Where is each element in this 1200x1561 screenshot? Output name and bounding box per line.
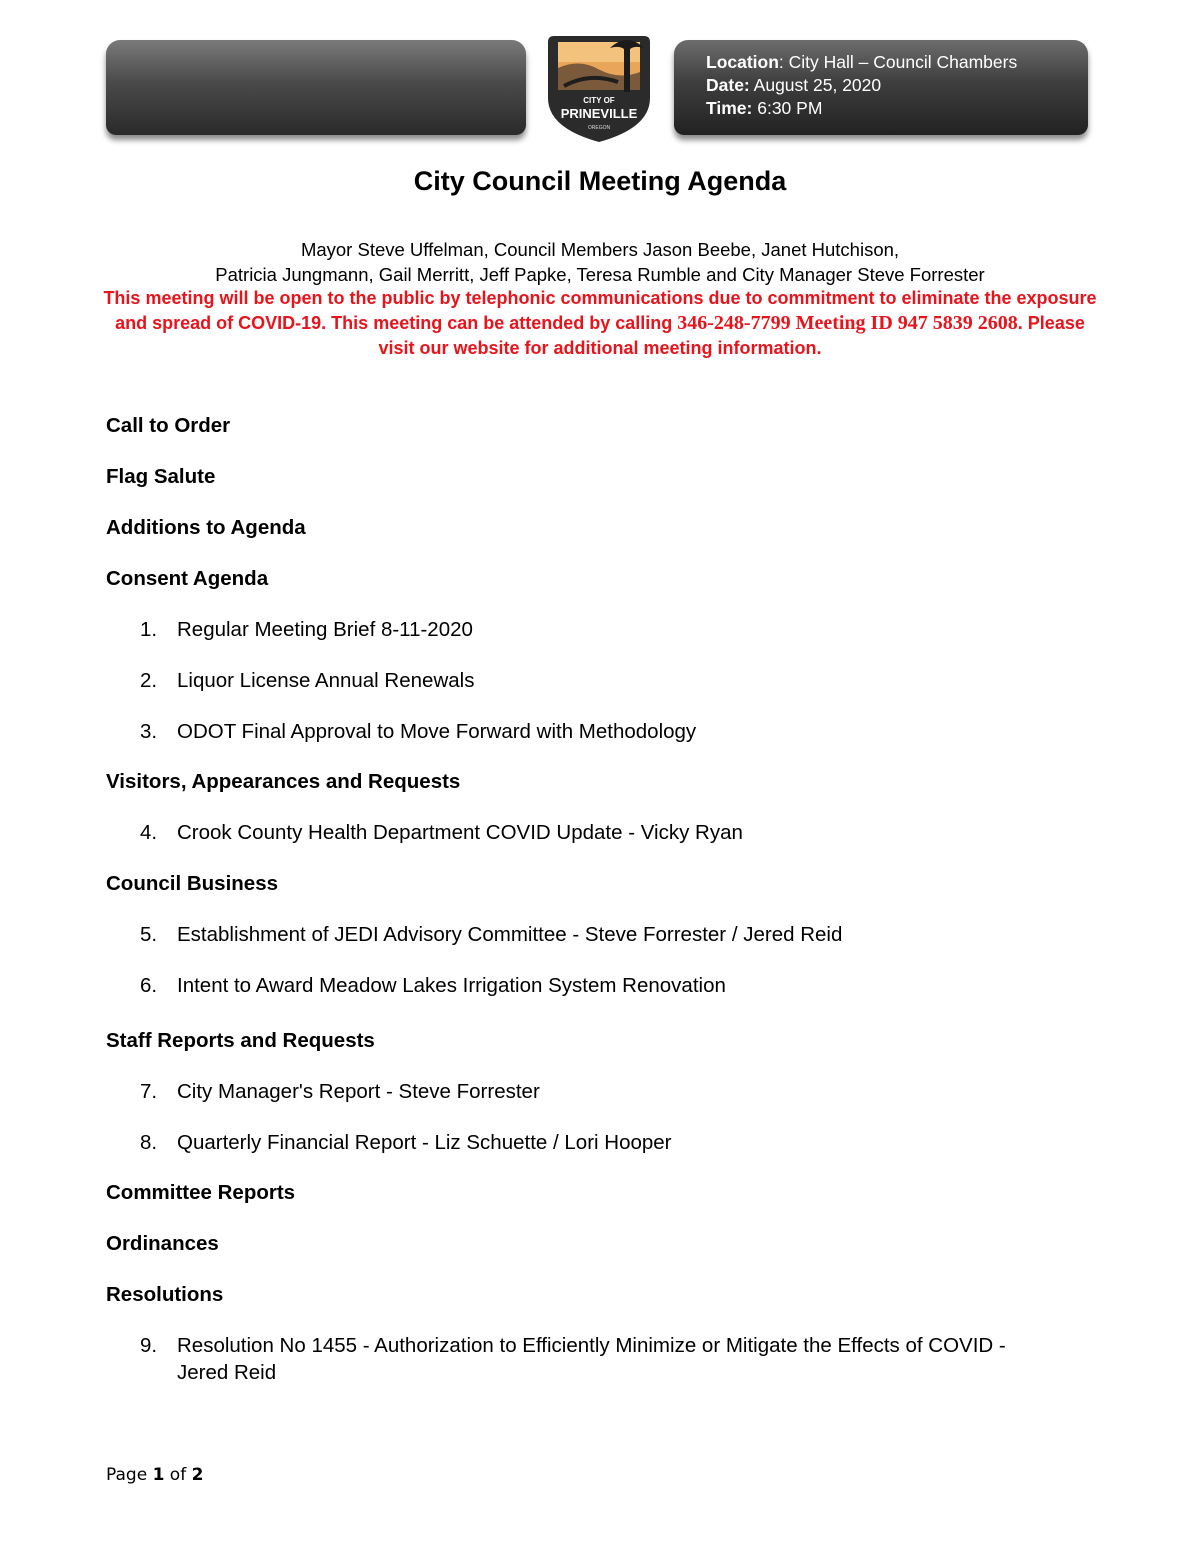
item-text: Establishment of JEDI Advisory Committee - Steve Forrester / Jered Reid: [177, 923, 843, 946]
section-visitors: Visitors, Appearances and Requests: [106, 770, 461, 793]
location-line: [706, 51, 1017, 74]
section-committee-reports: Committee Reports: [106, 1181, 296, 1204]
footer-page-total: 2: [191, 1465, 204, 1485]
notice-text-1: This meeting will be open to the public by telephonic communications due to commitment to eliminate the exposure and spread of COVID-19. This meeting can be attended by calling: [103, 288, 1097, 333]
item-number: 8.: [140, 1131, 158, 1154]
header-bar-left: [106, 40, 526, 135]
item-text: Intent to Award Meadow Lakes Irrigation System Renovation: [177, 974, 726, 997]
section-flag-salute: Flag Salute: [106, 465, 216, 488]
page-footer: [106, 1465, 203, 1485]
header-bar-right: [674, 40, 1088, 135]
item-number: 3.: [140, 720, 158, 743]
item-text: City Manager's Report - Steve Forrester: [177, 1080, 540, 1103]
footer-page-word: Page: [106, 1465, 153, 1485]
time-line: [706, 97, 1017, 120]
section-ordinances: Ordinances: [106, 1232, 219, 1255]
item-text: Resolution No 1455 - Authorization to Efficiently Minimize or Mitigate the Effects of COVID - Jered Reid: [177, 1334, 1006, 1384]
location-label: Location: [706, 52, 779, 72]
section-staff-reports: Staff Reports and Requests: [106, 1029, 375, 1052]
city-logo: [540, 28, 658, 146]
item-text: ODOT Final Approval to Move Forward with Methodology: [177, 720, 697, 743]
date-value: August 25, 2020: [749, 75, 882, 95]
time-label: Time:: [706, 98, 753, 118]
location-value: : City Hall – Council Chambers: [778, 52, 1018, 72]
section-council-business: Council Business: [106, 872, 279, 895]
members-line-2: Patricia Jungmann, Gail Merritt, Jeff Papke, Teresa Rumble and City Manager Steve Forrester: [215, 264, 985, 285]
section-resolutions: Resolutions: [106, 1283, 224, 1306]
item-text: Liquor License Annual Renewals: [177, 669, 475, 692]
logo-text-oregon: OREGON: [587, 125, 611, 131]
meeting-info: [706, 51, 1017, 120]
agenda-item: [140, 616, 1060, 643]
footer-page-number: 1: [152, 1465, 165, 1485]
members-line-1: Mayor Steve Uffelman, Council Members Jason Beebe, Janet Hutchison,: [300, 239, 900, 260]
agenda-item: [140, 921, 1060, 948]
item-text: Quarterly Financial Report - Liz Schuette / Lori Hooper: [177, 1131, 672, 1154]
logo-text-city-of: CITY OF: [583, 96, 615, 105]
agenda-item: [140, 1332, 1060, 1386]
item-text: Regular Meeting Brief 8-11-2020: [177, 618, 473, 641]
item-number: 2.: [140, 669, 158, 692]
item-number: 6.: [140, 974, 158, 997]
notice-text-2: . Please visit our website for additional meeting information.: [378, 313, 1085, 358]
logo-text-prineville: PRINEVILLE: [560, 106, 638, 121]
agenda-item: [140, 1129, 1060, 1156]
date-label: Date:: [706, 75, 750, 95]
agenda-item: [140, 667, 1060, 694]
item-number: 7.: [140, 1080, 158, 1103]
item-number: 5.: [140, 923, 158, 946]
item-number: 1.: [140, 618, 158, 641]
agenda-item: [140, 972, 1060, 999]
council-members: [0, 237, 1200, 287]
agenda-item: [140, 718, 1060, 745]
agenda-item: [140, 1078, 1060, 1105]
item-number: 4.: [140, 821, 158, 844]
notice-phone: 346-248-7799 Meeting ID 947 5839 2608: [677, 312, 1018, 334]
section-additions: Additions to Agenda: [106, 516, 306, 539]
section-consent: Consent Agenda: [106, 567, 269, 590]
item-text: Crook County Health Department COVID Update - Vicky Ryan: [177, 821, 743, 844]
covid-notice: [100, 286, 1100, 361]
page-title: City Council Meeting Agenda: [413, 166, 787, 196]
section-call-to-order: Call to Order: [106, 414, 231, 437]
agenda-item: [140, 819, 1060, 846]
footer-of-word: of: [164, 1465, 192, 1485]
time-value: 6:30 PM: [752, 98, 823, 118]
date-line: [706, 74, 1017, 97]
item-number: 9.: [140, 1334, 158, 1357]
